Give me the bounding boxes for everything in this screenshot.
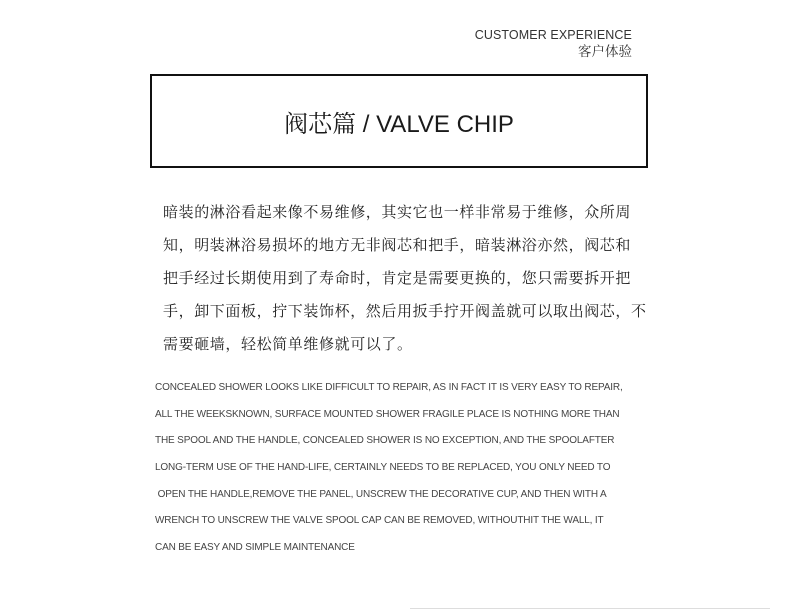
english-paragraph-line: WRENCH TO UNSCREW THE VALVE SPOOL CAP CAN BE REMOVED, WITHOUTHIT THE WALL, IT <box>155 515 604 527</box>
chinese-paragraph <box>163 196 663 361</box>
english-paragraph-line: CONCEALED SHOWER LOOKS LIKE DIFFICULT TO REPAIR, AS IN FACT IT IS VERY EASY TO REPAIR, <box>155 382 623 393</box>
english-paragraph-line: CAN BE EASY AND SIMPLE MAINTENANCE <box>155 542 355 554</box>
chinese-paragraph-line: 需要砸墙，轻松简单维修就可以了。 <box>163 335 413 353</box>
header-title-en: CUSTOMER EXPERIENCE <box>474 28 632 42</box>
header-title-zh: 客户体验 <box>578 44 632 60</box>
english-paragraph-line: LONG-TERM USE OF THE HAND-LIFE, CERTAINLY NEEDS TO BE REPLACED, YOU ONLY NEED TO <box>155 462 611 474</box>
english-paragraph-line: ALL THE WEEKSKNOWN, SURFACE MOUNTED SHOWER FRAGILE PLACE IS NOTHING MORE THAN <box>155 408 620 420</box>
chinese-paragraph-line: 把手经过长期使用到了寿命时，肯定是需要更换的，您只需要拆开把 <box>163 269 632 287</box>
chinese-paragraph-line: 暗装的淋浴看起来像不易维修，其实它也一样非常易于维修，众所周 <box>163 203 632 221</box>
chinese-paragraph-line: 手，卸下面板，拧下装饰杯，然后用扳手拧开阀盖就可以取出阀芯，不 <box>163 302 647 320</box>
title-box <box>150 74 648 168</box>
section-title: 阀芯篇 / VALVE CHIP <box>284 110 514 138</box>
english-paragraph-line: OPEN THE HANDLE,REMOVE THE PANEL, UNSCREW THE DECORATIVE CUP, AND THEN WITH A <box>155 488 607 500</box>
english-paragraph <box>155 375 715 562</box>
chinese-paragraph-line: 知，明装淋浴易损坏的地方无非阀芯和把手，暗装淋浴亦然，阀芯和 <box>163 236 632 254</box>
english-paragraph-line: THE SPOOL AND THE HANDLE, CONCEALED SHOWER IS NO EXCEPTION, AND THE SPOOLAFTER <box>155 435 615 447</box>
bottom-divider <box>410 608 770 609</box>
section-header <box>475 27 632 61</box>
